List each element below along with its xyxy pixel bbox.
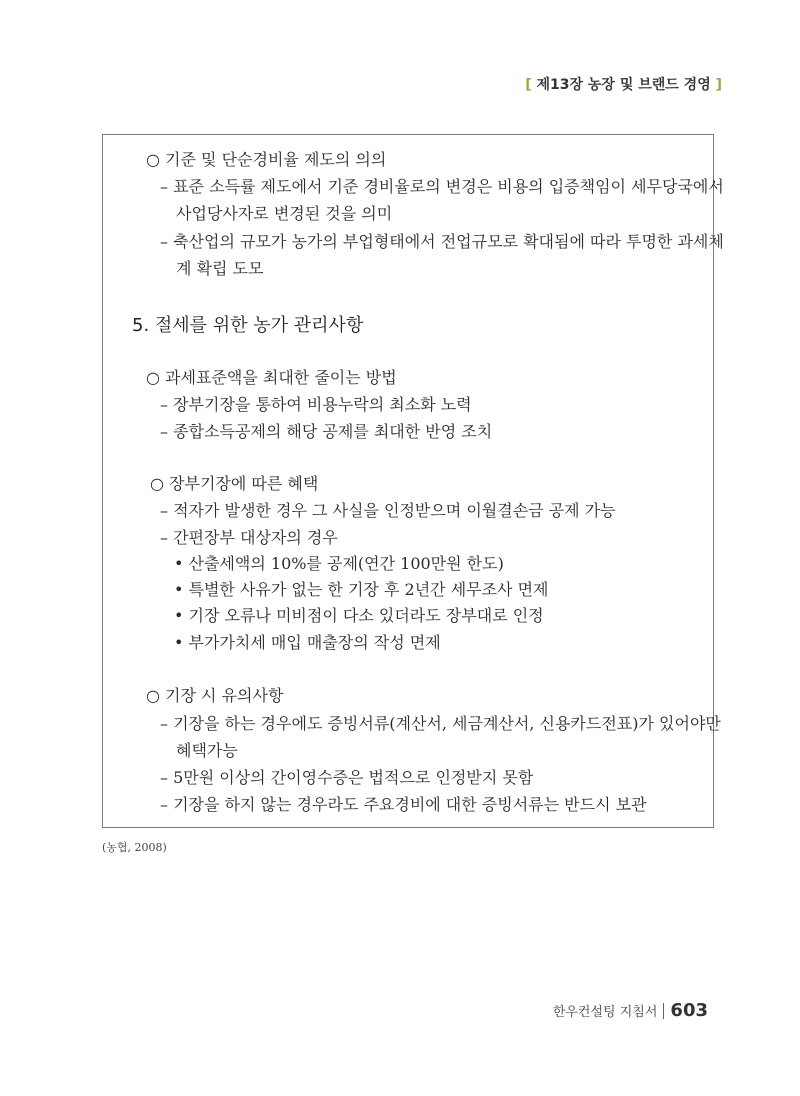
dot-item: • 산출세액의 10%를 공제(연간 100만원 한도) — [174, 554, 504, 573]
dash-item: – 5만원 이상의 간이영수증은 법적으로 인정받지 못함 — [160, 768, 534, 787]
section-title: 5. 절세를 위한 농가 관리사항 — [132, 315, 364, 336]
dot-item: • 기장 오류나 미비점이 다소 있더라도 장부대로 인정 — [174, 606, 544, 625]
book-title: 한우컨설팅 지침서 — [552, 1005, 658, 1020]
dash-item: – 장부기장을 통하여 비용누락의 최소화 노력 — [160, 395, 472, 414]
dash-item: – 적자가 발생한 경우 그 사실을 인정받으며 이월결손금 공제 가능 — [160, 501, 616, 520]
dash-item: – 기장을 하지 않는 경우라도 주요경비에 대한 증빙서류는 반드시 보관 — [160, 795, 647, 814]
page-number: 603 — [670, 1000, 708, 1021]
chapter-title: 제13장 농장 및 브랜드 경영 — [536, 77, 711, 93]
source-citation: (농협, 2008) — [102, 841, 167, 854]
dash-item-continuation: 사업당사자로 변경된 것을 의미 — [176, 204, 393, 223]
header-close-bracket: ] — [715, 77, 722, 93]
dash-item-continuation: 계 확립 도모 — [176, 259, 264, 278]
dash-item: – 축산업의 규모가 농가의 부업형태에서 전업규모로 확대됨에 따라 투명한 과세체 — [160, 232, 724, 251]
footer-divider — [663, 1003, 664, 1019]
dash-item: – 종합소득공제의 해당 공제를 최대한 반영 조치 — [160, 422, 493, 441]
dash-item: – 표준 소득률 제도에서 기준 경비율로의 변경은 비용의 입증책임이 세무당국에서 — [160, 177, 724, 196]
bullet-heading-tax-base: ○ 과세표준액을 최대한 줄이는 방법 — [146, 368, 397, 387]
dot-item: • 특별한 사유가 없는 한 기장 후 2년간 세무조사 면제 — [174, 580, 549, 599]
chapter-header — [525, 74, 722, 94]
bullet-heading-bookkeeping-benefits: ○ 장부기장에 따른 혜택 — [150, 474, 319, 493]
bullet-heading-standard-expense-rate: ○ 기준 및 단순경비율 제도의 의의 — [146, 150, 387, 169]
bullet-heading-bookkeeping-notes: ○ 기장 시 유의사항 — [146, 686, 284, 705]
header-open-bracket: [ — [525, 77, 532, 93]
dash-item-continuation: 혜택가능 — [176, 741, 238, 760]
page-footer — [553, 1000, 708, 1021]
dash-item: – 기장을 하는 경우에도 증빙서류(계산서, 세금계산서, 신용카드전표)가 있어야만 — [160, 714, 721, 733]
dot-item: • 부가가치세 매입 매출장의 작성 면제 — [174, 633, 441, 652]
dash-item: – 간편장부 대상자의 경우 — [160, 528, 338, 547]
